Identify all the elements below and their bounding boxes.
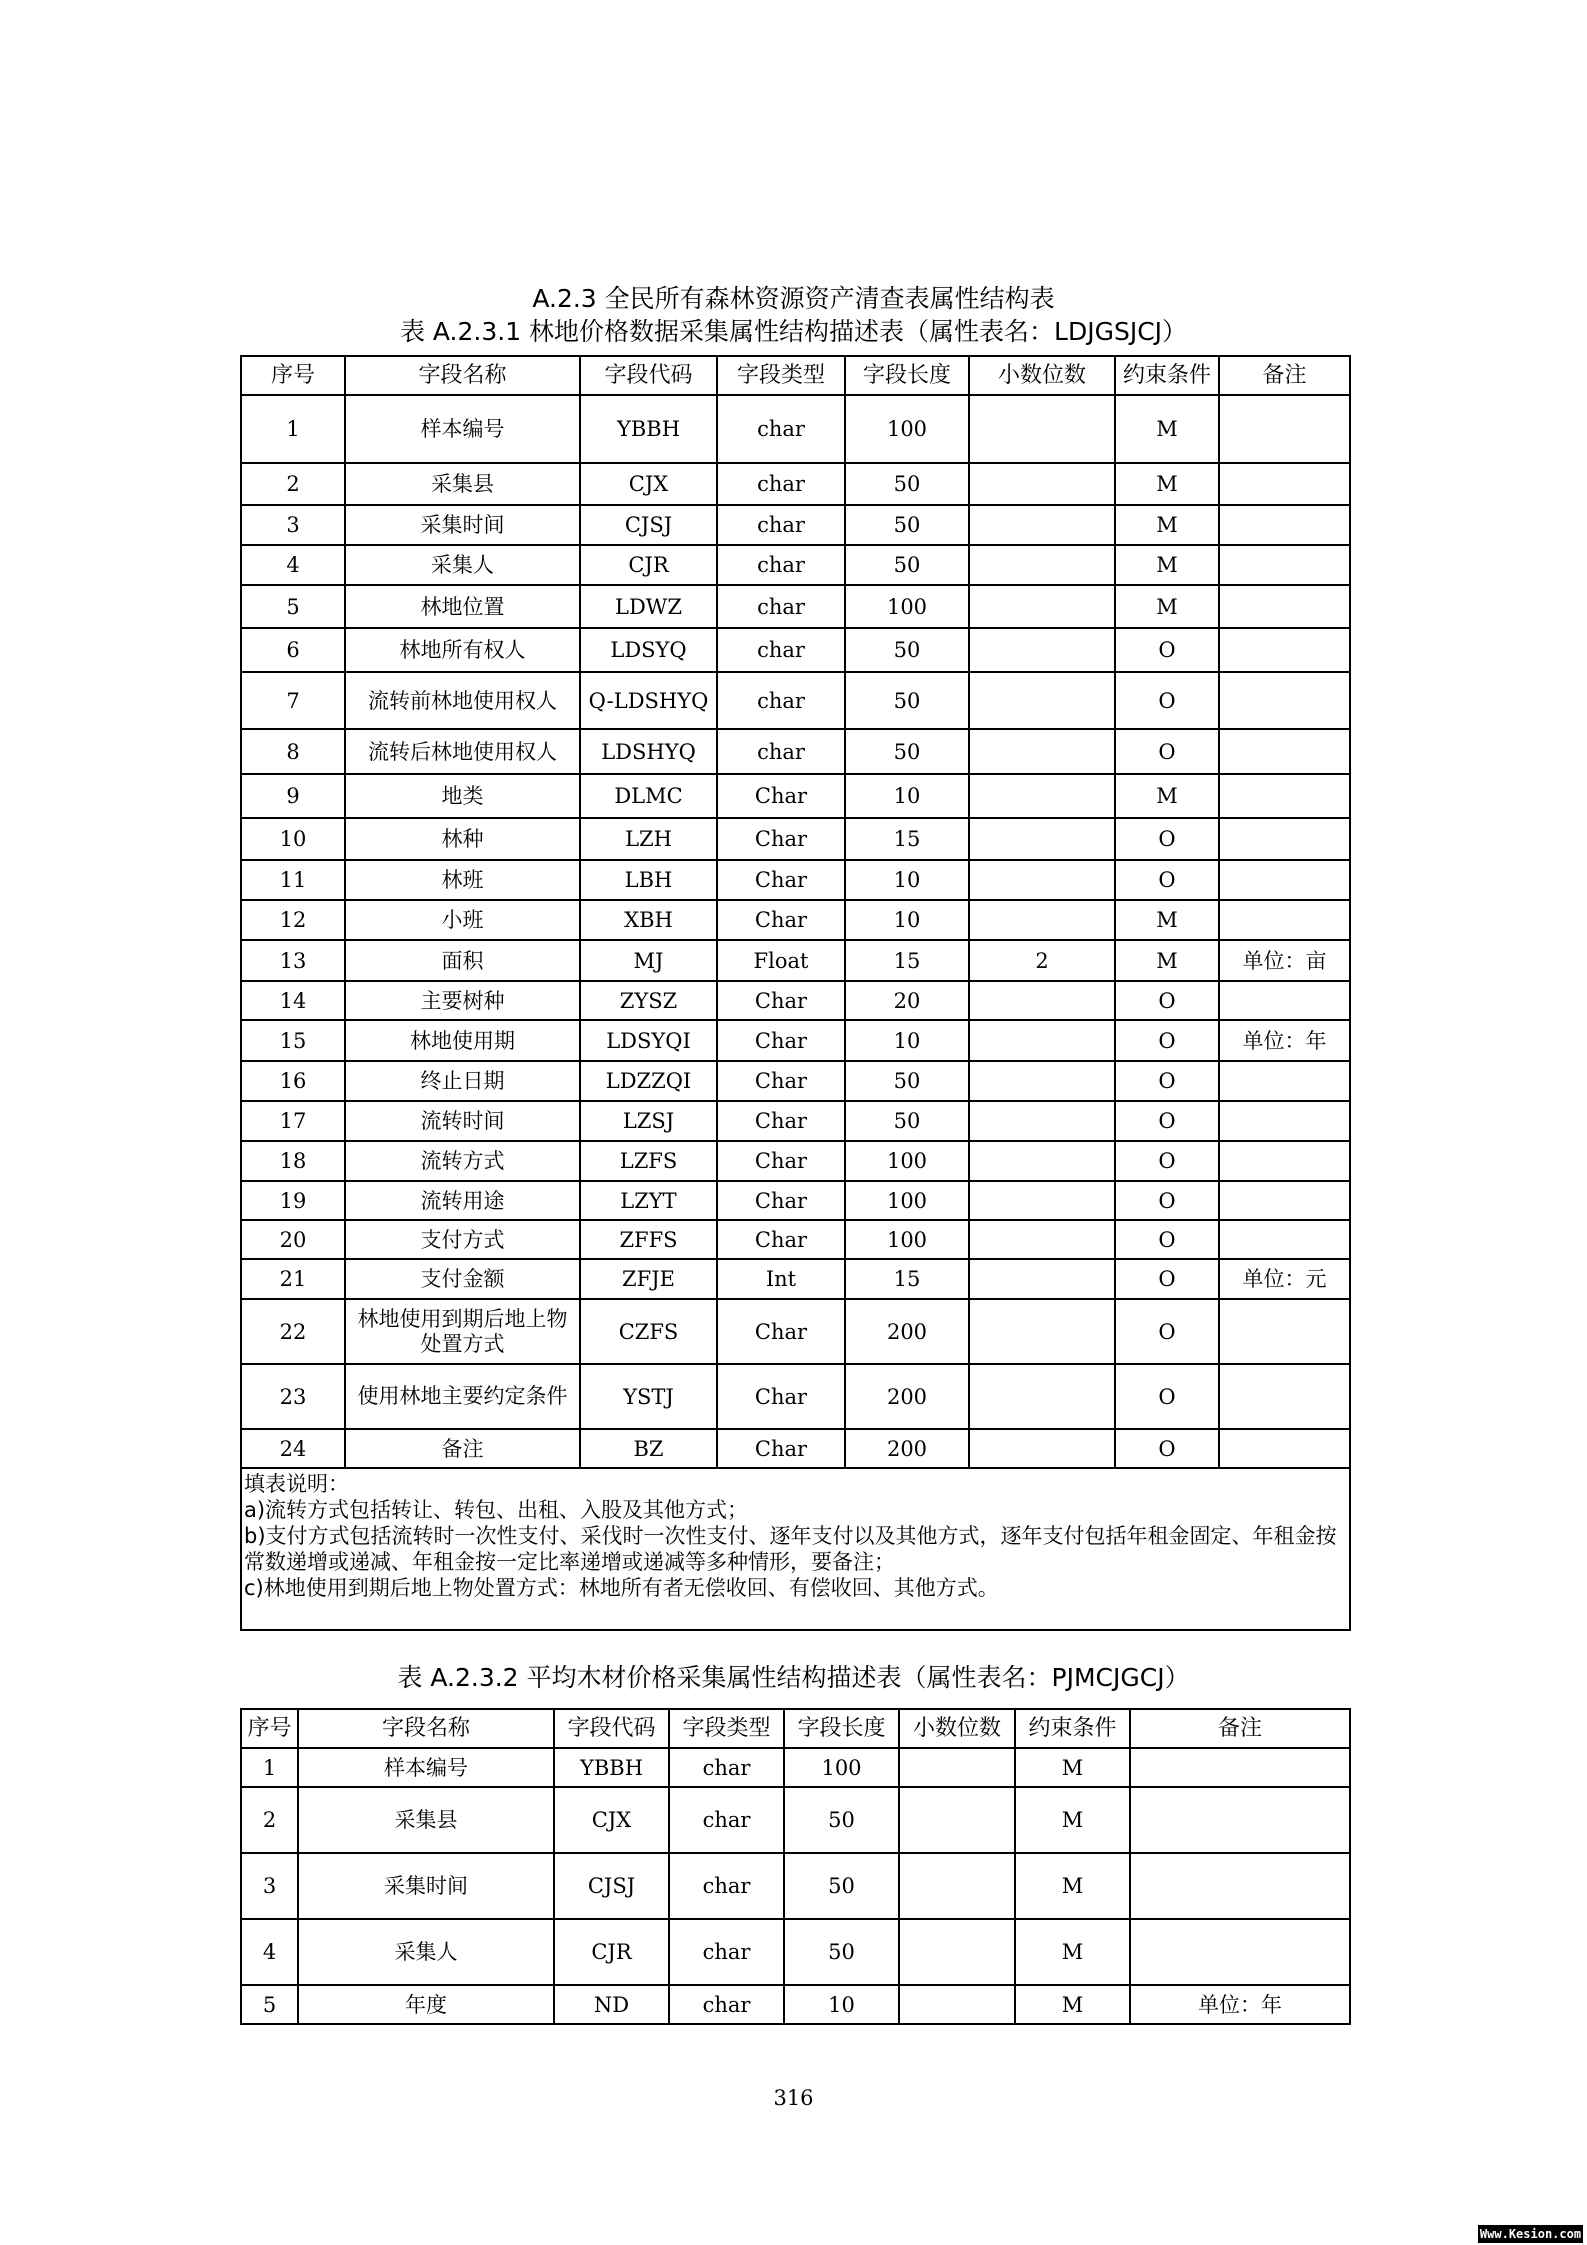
table2-cell: M [1015, 1919, 1130, 1985]
table1-cell: 14 [241, 981, 345, 1020]
table1-cell: CJX [580, 463, 717, 505]
table1-cell: YBBH [580, 395, 717, 463]
table1-cell: O [1115, 860, 1219, 900]
table1-row [241, 1259, 1350, 1299]
table1-cell-text: 林地使用到期后地上物处置方式 [357, 1306, 568, 1356]
table1-caption: 表 A.2.3.1 林地价格数据采集属性结构描述表（属性表名：LDJGSJCJ） [399, 317, 1188, 346]
table1-cell: Char [717, 1181, 845, 1220]
table2-cell: 样本编号 [298, 1748, 554, 1787]
table1-cell [345, 1299, 580, 1364]
table1-cell: 10 [845, 1020, 969, 1061]
table1-cell: M [1115, 395, 1219, 463]
table2-cell: 3 [241, 1853, 298, 1919]
table1-cell [969, 1020, 1115, 1061]
table1-ldjgsjcj [240, 355, 1351, 1631]
table1-cell [1219, 818, 1350, 860]
table1-cell: 3 [241, 505, 345, 545]
table2-header-row [241, 1709, 1350, 1748]
table1-cell: M [1115, 900, 1219, 940]
table1-cell [969, 1259, 1115, 1299]
table1-row [241, 672, 1350, 729]
table1-cell: 备注 [345, 1429, 580, 1468]
table2-cell: 4 [241, 1919, 298, 1985]
table1-body [241, 395, 1350, 1468]
table1-cell [969, 585, 1115, 628]
table1-cell [1219, 395, 1350, 463]
table1-cell [969, 1220, 1115, 1259]
table1-row [241, 1061, 1350, 1101]
table2-cell: char [669, 1919, 784, 1985]
table1-cell: LZSJ [580, 1101, 717, 1141]
table1-cell: 15 [241, 1020, 345, 1061]
table2-cell [899, 1853, 1015, 1919]
table1-cell [969, 1181, 1115, 1220]
table1-cell: Char [717, 1364, 845, 1429]
table1-cell: 终止日期 [345, 1061, 580, 1101]
table2-cell: CJX [554, 1787, 669, 1853]
table1-cell [1219, 505, 1350, 545]
table1-cell: 24 [241, 1429, 345, 1468]
table1-row [241, 1141, 1350, 1181]
table1-row [241, 1020, 1350, 1061]
table1-cell: XBH [580, 900, 717, 940]
table1-cell [969, 981, 1115, 1020]
table2-cell: M [1015, 1748, 1130, 1787]
table1-cell: 主要树种 [345, 981, 580, 1020]
table2-cell: 采集人 [298, 1919, 554, 1985]
table1-notes [241, 1468, 1350, 1630]
table1-cell: char [717, 545, 845, 585]
table1-cell [1219, 1101, 1350, 1141]
table1-cell: 采集时间 [345, 505, 580, 545]
table2-cell [899, 1919, 1015, 1985]
table1-row [241, 585, 1350, 628]
table2-cell: M [1015, 1853, 1130, 1919]
table1-cell: M [1115, 545, 1219, 585]
table1-cell: Char [717, 818, 845, 860]
table1-header-row [241, 356, 1350, 395]
table1-row [241, 628, 1350, 672]
table1-cell: 50 [845, 463, 969, 505]
table1-row [241, 1181, 1350, 1220]
table2-header-cell: 字段类型 [669, 1709, 784, 1748]
table2-pjmcjgcj [240, 1708, 1351, 2025]
table1-cell [1219, 1364, 1350, 1429]
table1-cell: O [1115, 1101, 1219, 1141]
section-title: A.2.3 全民所有森林资源资产清查表属性结构表 [532, 284, 1055, 313]
table1-cell: 100 [845, 585, 969, 628]
table2-cell [1130, 1787, 1350, 1853]
table1-header-cell: 字段名称 [345, 356, 580, 395]
table1-header-cell: 约束条件 [1115, 356, 1219, 395]
table1-cell [969, 1364, 1115, 1429]
table1-cell: LDSYQI [580, 1020, 717, 1061]
table1-cell: Int [717, 1259, 845, 1299]
table1-cell [1219, 1061, 1350, 1101]
table1-row [241, 1101, 1350, 1141]
table1-cell [969, 818, 1115, 860]
table1-cell [969, 1061, 1115, 1101]
table1-cell: 100 [845, 1141, 969, 1181]
table1-header-cell: 字段类型 [717, 356, 845, 395]
table1-cell [969, 1141, 1115, 1181]
table1-row [241, 463, 1350, 505]
table2-row [241, 1919, 1350, 1985]
table1-cell: CZFS [580, 1299, 717, 1364]
table1-cell: 15 [845, 818, 969, 860]
table2-cell: 50 [784, 1919, 899, 1985]
table1-cell: 50 [845, 545, 969, 585]
table1-row [241, 729, 1350, 774]
table1-cell [969, 774, 1115, 818]
table2-header-cell: 序号 [241, 1709, 298, 1748]
table2-header-cell: 备注 [1130, 1709, 1350, 1748]
note-c: c)林地使用到期后地上物处置方式：林地所有者无偿收回、有偿收回、其他方式。 [244, 1576, 999, 1600]
table1-header-cell: 字段长度 [845, 356, 969, 395]
table2-header-cell: 字段名称 [298, 1709, 554, 1748]
table1-cell: CJR [580, 545, 717, 585]
table1-cell: LBH [580, 860, 717, 900]
table1-cell: M [1115, 585, 1219, 628]
table1-cell [1219, 1220, 1350, 1259]
table1-cell: char [717, 395, 845, 463]
table1-cell: 15 [845, 1259, 969, 1299]
table1-cell: Char [717, 981, 845, 1020]
table1-row [241, 940, 1350, 981]
table1-cell [969, 1429, 1115, 1468]
table1-cell: LDSHYQ [580, 729, 717, 774]
watermark-logo: Www.Kesion.com [1479, 2227, 1582, 2241]
table1-cell: 5 [241, 585, 345, 628]
table1-row [241, 774, 1350, 818]
table1-cell: 8 [241, 729, 345, 774]
table1-cell: 支付金额 [345, 1259, 580, 1299]
table1-cell: 16 [241, 1061, 345, 1101]
table1-cell: M [1115, 774, 1219, 818]
table1-cell: Char [717, 1429, 845, 1468]
table1-cell: char [717, 729, 845, 774]
table1-cell: O [1115, 1220, 1219, 1259]
table1-cell: M [1115, 505, 1219, 545]
table1-cell [969, 1299, 1115, 1364]
table1-cell: DLMC [580, 774, 717, 818]
table1-cell: 林班 [345, 860, 580, 900]
table1-cell: Char [717, 1299, 845, 1364]
table1-cell: M [1115, 940, 1219, 981]
table1-cell: 200 [845, 1364, 969, 1429]
table1-cell [969, 729, 1115, 774]
table1-cell: 单位：亩 [1219, 940, 1350, 981]
table1-cell: 采集人 [345, 545, 580, 585]
table2-cell: char [669, 1748, 784, 1787]
table1-cell: 单位：元 [1219, 1259, 1350, 1299]
table1-cell [1219, 729, 1350, 774]
table1-row [241, 1220, 1350, 1259]
table1-cell: char [717, 585, 845, 628]
table1-cell: 20 [845, 981, 969, 1020]
table1-notes-row [241, 1468, 1350, 1630]
table1-cell: char [717, 672, 845, 729]
table2-cell: CJSJ [554, 1853, 669, 1919]
table1-cell: 20 [241, 1220, 345, 1259]
table2-caption: 表 A.2.3.2 平均木材价格采集属性结构描述表（属性表名：PJMCJGCJ） [397, 1663, 1190, 1692]
table1-cell [1219, 1429, 1350, 1468]
table2-body [241, 1748, 1350, 2024]
table1-cell [1219, 900, 1350, 940]
table1-cell: 50 [845, 672, 969, 729]
table1-cell [345, 1364, 580, 1429]
table1-cell: Float [717, 940, 845, 981]
table1-cell: 23 [241, 1364, 345, 1429]
table1-cell: LZYT [580, 1181, 717, 1220]
table2-row [241, 1985, 1350, 2024]
table1-cell: 100 [845, 1220, 969, 1259]
table2-header-cell: 小数位数 [899, 1709, 1015, 1748]
table1-cell-text: 使用林地主要约定条件 [357, 1384, 568, 1408]
table1-cell: 17 [241, 1101, 345, 1141]
table1-cell: 50 [845, 729, 969, 774]
table1-cell: 21 [241, 1259, 345, 1299]
table1-cell: 1 [241, 395, 345, 463]
table1-cell [1219, 774, 1350, 818]
table1-row [241, 818, 1350, 860]
table1-cell [969, 628, 1115, 672]
table1-cell: O [1115, 1259, 1219, 1299]
table2-cell: char [669, 1787, 784, 1853]
table1-cell: 10 [845, 860, 969, 900]
table1-cell: 15 [845, 940, 969, 981]
table1-header-cell: 备注 [1219, 356, 1350, 395]
table1-cell [1219, 860, 1350, 900]
table2-row [241, 1748, 1350, 1787]
table1-cell: Char [717, 1220, 845, 1259]
table1-cell [1219, 463, 1350, 505]
table1-row [241, 545, 1350, 585]
table2-cell: CJR [554, 1919, 669, 1985]
table2-cell: 单位：年 [1130, 1985, 1350, 2024]
table1-cell: 样本编号 [345, 395, 580, 463]
table2-cell [1130, 1919, 1350, 1985]
table1-cell: 11 [241, 860, 345, 900]
table2-cell: 采集县 [298, 1787, 554, 1853]
table1-cell: O [1115, 1061, 1219, 1101]
table1-cell: 流转用途 [345, 1181, 580, 1220]
table1-header-cell: 序号 [241, 356, 345, 395]
table1-cell: 林地所有权人 [345, 628, 580, 672]
table2-cell [899, 1985, 1015, 2024]
table1-cell: LDSYQ [580, 628, 717, 672]
table1-cell [1219, 585, 1350, 628]
table1-cell: Q-LDSHYQ [580, 672, 717, 729]
table1-cell: 2 [969, 940, 1115, 981]
table1-cell [969, 463, 1115, 505]
table1-cell: 7 [241, 672, 345, 729]
table1-cell: Char [717, 900, 845, 940]
table1-cell: 6 [241, 628, 345, 672]
table1-cell [1219, 1141, 1350, 1181]
table1-cell: 19 [241, 1181, 345, 1220]
table1-row [241, 860, 1350, 900]
table1-cell [1219, 672, 1350, 729]
table1-cell: 9 [241, 774, 345, 818]
table1-cell: char [717, 505, 845, 545]
table2-cell: ND [554, 1985, 669, 2024]
note-b: b)支付方式包括流转时一次性支付、采伐时一次性支付、逐年支付以及其他方式，逐年支付包括年租金固定、年租金按常数递增或递减、年租金按一定比率递增或递减等多种情形，要备注； [244, 1524, 1337, 1574]
table2-cell [899, 1748, 1015, 1787]
table1-cell: ZYSZ [580, 981, 717, 1020]
table2-cell: char [669, 1853, 784, 1919]
table1-cell: 50 [845, 1061, 969, 1101]
table1-cell: Char [717, 774, 845, 818]
table1-cell: char [717, 628, 845, 672]
table1-cell: Char [717, 1141, 845, 1181]
table1-cell: 流转时间 [345, 1101, 580, 1141]
table1-cell: O [1115, 818, 1219, 860]
table1-cell: 22 [241, 1299, 345, 1364]
table2-cell [899, 1787, 1015, 1853]
table1-cell: 18 [241, 1141, 345, 1181]
table1-cell: 小班 [345, 900, 580, 940]
table2-cell: M [1015, 1985, 1130, 2024]
table2-cell: 50 [784, 1853, 899, 1919]
table1-cell: 13 [241, 940, 345, 981]
table1-cell [969, 545, 1115, 585]
table1-cell: 林地使用期 [345, 1020, 580, 1061]
note-a: a)流转方式包括转让、转包、出租、入股及其他方式； [244, 1498, 749, 1522]
table1-cell: MJ [580, 940, 717, 981]
table2-cell [1130, 1853, 1350, 1919]
table1-cell: ZFFS [580, 1220, 717, 1259]
table1-cell: O [1115, 1020, 1219, 1061]
table1-cell: O [1115, 981, 1219, 1020]
table2-row [241, 1853, 1350, 1919]
table2-header-cell: 约束条件 [1015, 1709, 1130, 1748]
table1-header-cell: 小数位数 [969, 356, 1115, 395]
table1-cell: O [1115, 729, 1219, 774]
table1-row [241, 900, 1350, 940]
table2-cell: YBBH [554, 1748, 669, 1787]
table1-cell: O [1115, 1181, 1219, 1220]
table1-cell: 10 [241, 818, 345, 860]
table2-cell: M [1015, 1787, 1130, 1853]
table2-cell: 5 [241, 1985, 298, 2024]
notes-title: 填表说明： [244, 1472, 349, 1496]
table1-cell [969, 395, 1115, 463]
table1-cell: LDWZ [580, 585, 717, 628]
table1-cell: YSTJ [580, 1364, 717, 1429]
table1-cell [1219, 545, 1350, 585]
table1-cell: 流转后林地使用权人 [345, 729, 580, 774]
table1-row [241, 505, 1350, 545]
table1-cell: Char [717, 860, 845, 900]
table1-cell: 4 [241, 545, 345, 585]
table1-cell: LDZZQI [580, 1061, 717, 1101]
table1-row [241, 395, 1350, 463]
table2-row [241, 1787, 1350, 1853]
table1-row [241, 1364, 1350, 1429]
table1-cell: LZH [580, 818, 717, 860]
table2-cell: 50 [784, 1787, 899, 1853]
table1-cell: Char [717, 1061, 845, 1101]
table1-cell: 50 [845, 628, 969, 672]
table1-header-cell: 字段代码 [580, 356, 717, 395]
table1-cell [1219, 1299, 1350, 1364]
table1-cell: BZ [580, 1429, 717, 1468]
table1-cell: O [1115, 1364, 1219, 1429]
table1-cell: 林种 [345, 818, 580, 860]
table1-row [241, 1299, 1350, 1364]
table1-cell: ZFJE [580, 1259, 717, 1299]
table2-cell: 年度 [298, 1985, 554, 2024]
table1-cell [969, 1101, 1115, 1141]
table1-cell: O [1115, 1429, 1219, 1468]
table1-cell [969, 900, 1115, 940]
table2-cell: 采集时间 [298, 1853, 554, 1919]
table1-cell: 12 [241, 900, 345, 940]
table1-cell [969, 505, 1115, 545]
table1-cell [1219, 628, 1350, 672]
table1-cell: CJSJ [580, 505, 717, 545]
table1-cell: O [1115, 672, 1219, 729]
table1-row [241, 1429, 1350, 1468]
table1-cell: Char [717, 1020, 845, 1061]
table2-cell: 100 [784, 1748, 899, 1787]
table1-cell [1219, 1181, 1350, 1220]
table1-cell: 200 [845, 1429, 969, 1468]
table2-header-cell: 字段代码 [554, 1709, 669, 1748]
table1-cell: O [1115, 628, 1219, 672]
table2-cell [1130, 1748, 1350, 1787]
table1-cell: M [1115, 463, 1219, 505]
table2-cell: char [669, 1985, 784, 2024]
table1-cell: 10 [845, 774, 969, 818]
table1-cell: 流转方式 [345, 1141, 580, 1181]
table1-cell: 100 [845, 395, 969, 463]
table1-row [241, 981, 1350, 1020]
table2-cell: 1 [241, 1748, 298, 1787]
table1-cell: 采集县 [345, 463, 580, 505]
table1-cell: Char [717, 1101, 845, 1141]
table1-cell: 地类 [345, 774, 580, 818]
table2-cell: 2 [241, 1787, 298, 1853]
table2-cell: 10 [784, 1985, 899, 2024]
table1-cell [969, 860, 1115, 900]
page-number: 316 [773, 2086, 814, 2110]
table1-cell: 100 [845, 1181, 969, 1220]
table2-header-cell: 字段长度 [784, 1709, 899, 1748]
table1-cell: char [717, 463, 845, 505]
table1-cell: 10 [845, 900, 969, 940]
table1-cell: 面积 [345, 940, 580, 981]
table1-cell: 流转前林地使用权人 [345, 672, 580, 729]
table1-cell: 林地位置 [345, 585, 580, 628]
table1-cell: 50 [845, 505, 969, 545]
table1-cell: LZFS [580, 1141, 717, 1181]
table1-cell: 50 [845, 1101, 969, 1141]
table1-cell: 2 [241, 463, 345, 505]
table1-cell: 单位：年 [1219, 1020, 1350, 1061]
table1-cell: O [1115, 1141, 1219, 1181]
table1-cell: 支付方式 [345, 1220, 580, 1259]
table1-cell [1219, 981, 1350, 1020]
table1-cell: 200 [845, 1299, 969, 1364]
table1-cell: O [1115, 1299, 1219, 1364]
table1-cell [969, 672, 1115, 729]
